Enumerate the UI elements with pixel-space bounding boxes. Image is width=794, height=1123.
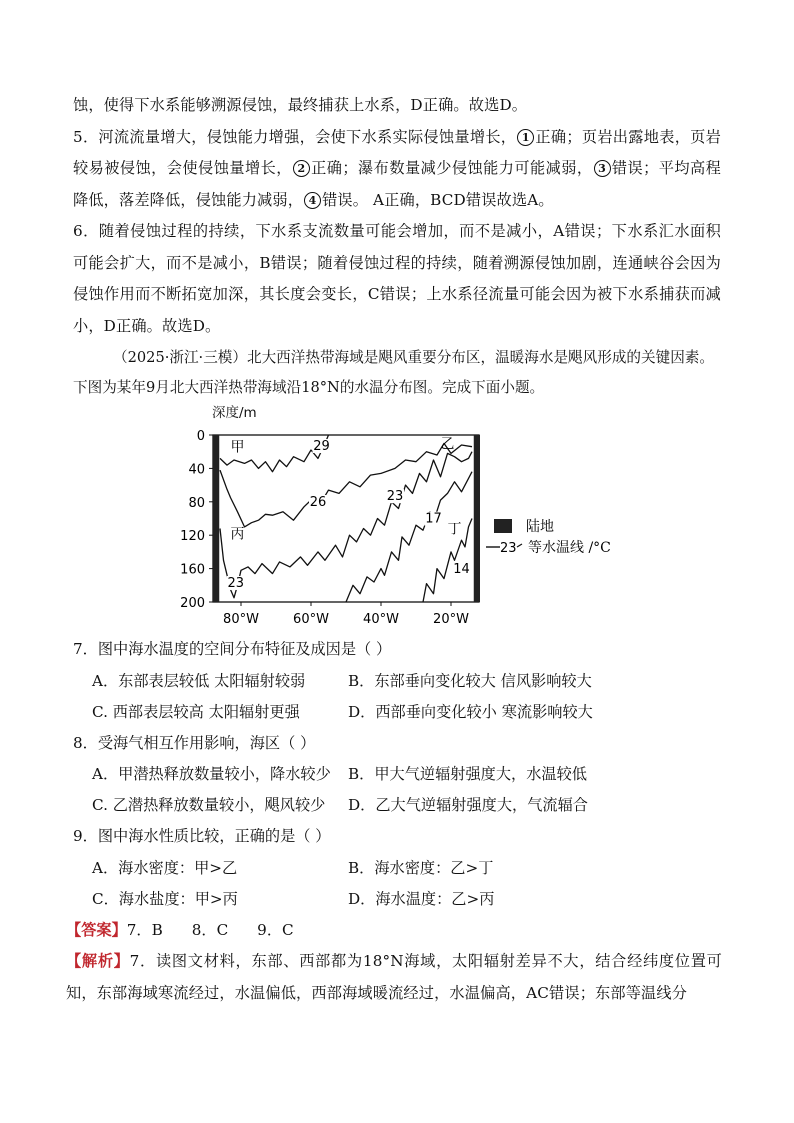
- land-bar: [213, 435, 219, 602]
- q5-part-2: 正确；页岩出露地表，页岩较易被侵蚀，会使侵蚀量增长，: [73, 127, 721, 177]
- legend-land-swatch: [494, 519, 512, 533]
- question-9-option-d: D．海水温度：乙>丙: [348, 890, 495, 908]
- legend-land-label: 陆地: [526, 519, 554, 535]
- question-9-option-a: A．海水密度：甲>乙: [92, 859, 238, 877]
- region-label: 乙: [440, 436, 455, 453]
- chart-legend: [486, 518, 611, 556]
- region-label: 丁: [447, 521, 462, 538]
- question-9-option-b: B．海水密度：乙>丁: [348, 859, 494, 877]
- y-tick-label: 40: [188, 462, 205, 478]
- answer-line: [66, 919, 294, 940]
- circled-number-3: 3: [594, 160, 611, 177]
- explanation-q5: [73, 122, 721, 217]
- explanation-line-0: 蚀，使得下水系能够溯源侵蚀，最终捕获上水系，D正确。故选D。: [73, 96, 528, 114]
- x-ticks: [223, 602, 469, 627]
- question-intro: （2025·浙江·三模）北大西洋热带海域是飓风重要分布区，温暖海水是飓风形成的关键因素。下图为某年9月北大西洋热带海域沿18°N的水温分布图。完成下面小题。: [73, 349, 714, 396]
- q5-part-5: 错误。 A正确，BCD错误故选A。: [322, 190, 554, 209]
- y-axis-label: 深度/m: [212, 405, 257, 421]
- x-tick-label: 80°W: [223, 612, 259, 627]
- q5-part-4: 错误；平均高程降低，落差降低，侵蚀能力减弱，: [73, 159, 721, 209]
- isotherm-label-29: 29: [313, 439, 330, 455]
- legend-isotherm-tail: [517, 544, 522, 547]
- y-tick-label: 0: [196, 429, 205, 444]
- circled-number-1: 1: [517, 129, 534, 146]
- isotherm-label-17: 17: [425, 511, 442, 527]
- region-label: 甲: [230, 439, 245, 456]
- question-8-option-b: B．甲大气逆辐射强度大，水温较低: [348, 765, 587, 783]
- isotherm-label-14: 14: [453, 561, 470, 577]
- analysis-body: 7．读图文材料，东部、西部都为18°N海域，太阳辐射差异不大，结合经纬度位置可知，东部海域寒流经过，水温偏低，西部海域暖流经过，水温偏高，AC错误；东部等温线分: [66, 952, 722, 1002]
- y-tick-label: 160: [180, 562, 205, 578]
- water-temperature-chart: [180, 403, 640, 635]
- region-label: 丙: [230, 526, 245, 543]
- question-9-option-c: C．海水盐度：甲>丙: [92, 890, 238, 908]
- question-8-option-c: C. 乙潜热释放数量较小，飓风较少: [92, 796, 326, 814]
- land-bar: [474, 435, 480, 602]
- isotherm-label-23: 23: [227, 575, 245, 591]
- circled-number-4: 4: [304, 192, 321, 209]
- q5-part-1: 5．河流流量增大，侵蚀能力增强，会使下水系实际侵蚀量增长，: [73, 127, 517, 146]
- explanation-q6: 6．随着侵蚀过程的持续，下水系支流数量可能会增加，而不是减小，A错误；下水系汇水面积可能会扩大，而不是减小，B错误；随着侵蚀过程的持续，随着溯源侵蚀加剧，连通峡谷会因为侵蚀作用而不断拓宽加深，其长度会变长，C错误；上水系径流量可能会因为被下水系捕获而减小，D正确。故选D。: [73, 222, 721, 335]
- legend-isotherm-label: 等水温线 /°C: [528, 540, 611, 556]
- question-8-option-d: D．乙大气逆辐射强度大，气流辐合: [348, 796, 588, 814]
- isotherm-label-23: 23: [386, 489, 404, 505]
- explanation-text: [73, 90, 721, 342]
- y-ticks: [180, 429, 213, 611]
- isotherm-label-26: 26: [309, 494, 327, 510]
- answer-text: 7．B 8．C 9．C: [126, 921, 294, 939]
- circled-number-2: 2: [293, 160, 310, 177]
- legend-isotherm-sample: 23: [500, 541, 517, 556]
- analysis-text: [66, 946, 722, 1009]
- y-tick-label: 120: [180, 529, 205, 545]
- question-8-stem: 8．受海气相互作用影响，海区（ ）: [73, 734, 316, 752]
- answer-label: 【答案】: [66, 921, 127, 939]
- question-9-stem: 9．图中海水性质比较，正确的是（ ）: [73, 827, 331, 845]
- x-tick-label: 40°W: [363, 612, 399, 627]
- plot-area: [213, 435, 480, 602]
- analysis-label: 【解析】: [66, 952, 130, 970]
- x-tick-label: 60°W: [293, 612, 329, 627]
- x-tick-label: 20°W: [433, 612, 469, 627]
- q5-part-3: 正确；瀑布数量减少侵蚀能力可能减弱，: [310, 159, 593, 177]
- question-7-option-d: D．西部垂向变化较小 寒流影响较大: [348, 703, 593, 721]
- question-7-stem: 7．图中海水温度的空间分布特征及成因是（ ）: [73, 640, 392, 658]
- question-7-option-a: A．东部表层较低 太阳辐射较弱: [92, 672, 306, 690]
- question-7-option-b: B．东部垂向变化较大 信风影响较大: [348, 672, 592, 690]
- y-tick-label: 200: [180, 596, 205, 611]
- question-7-option-c: C. 西部表层较高 太阳辐射更强: [92, 703, 300, 721]
- question-8-option-a: A．甲潜热释放数量较小，降水较少: [92, 765, 331, 783]
- y-tick-label: 80: [188, 495, 205, 511]
